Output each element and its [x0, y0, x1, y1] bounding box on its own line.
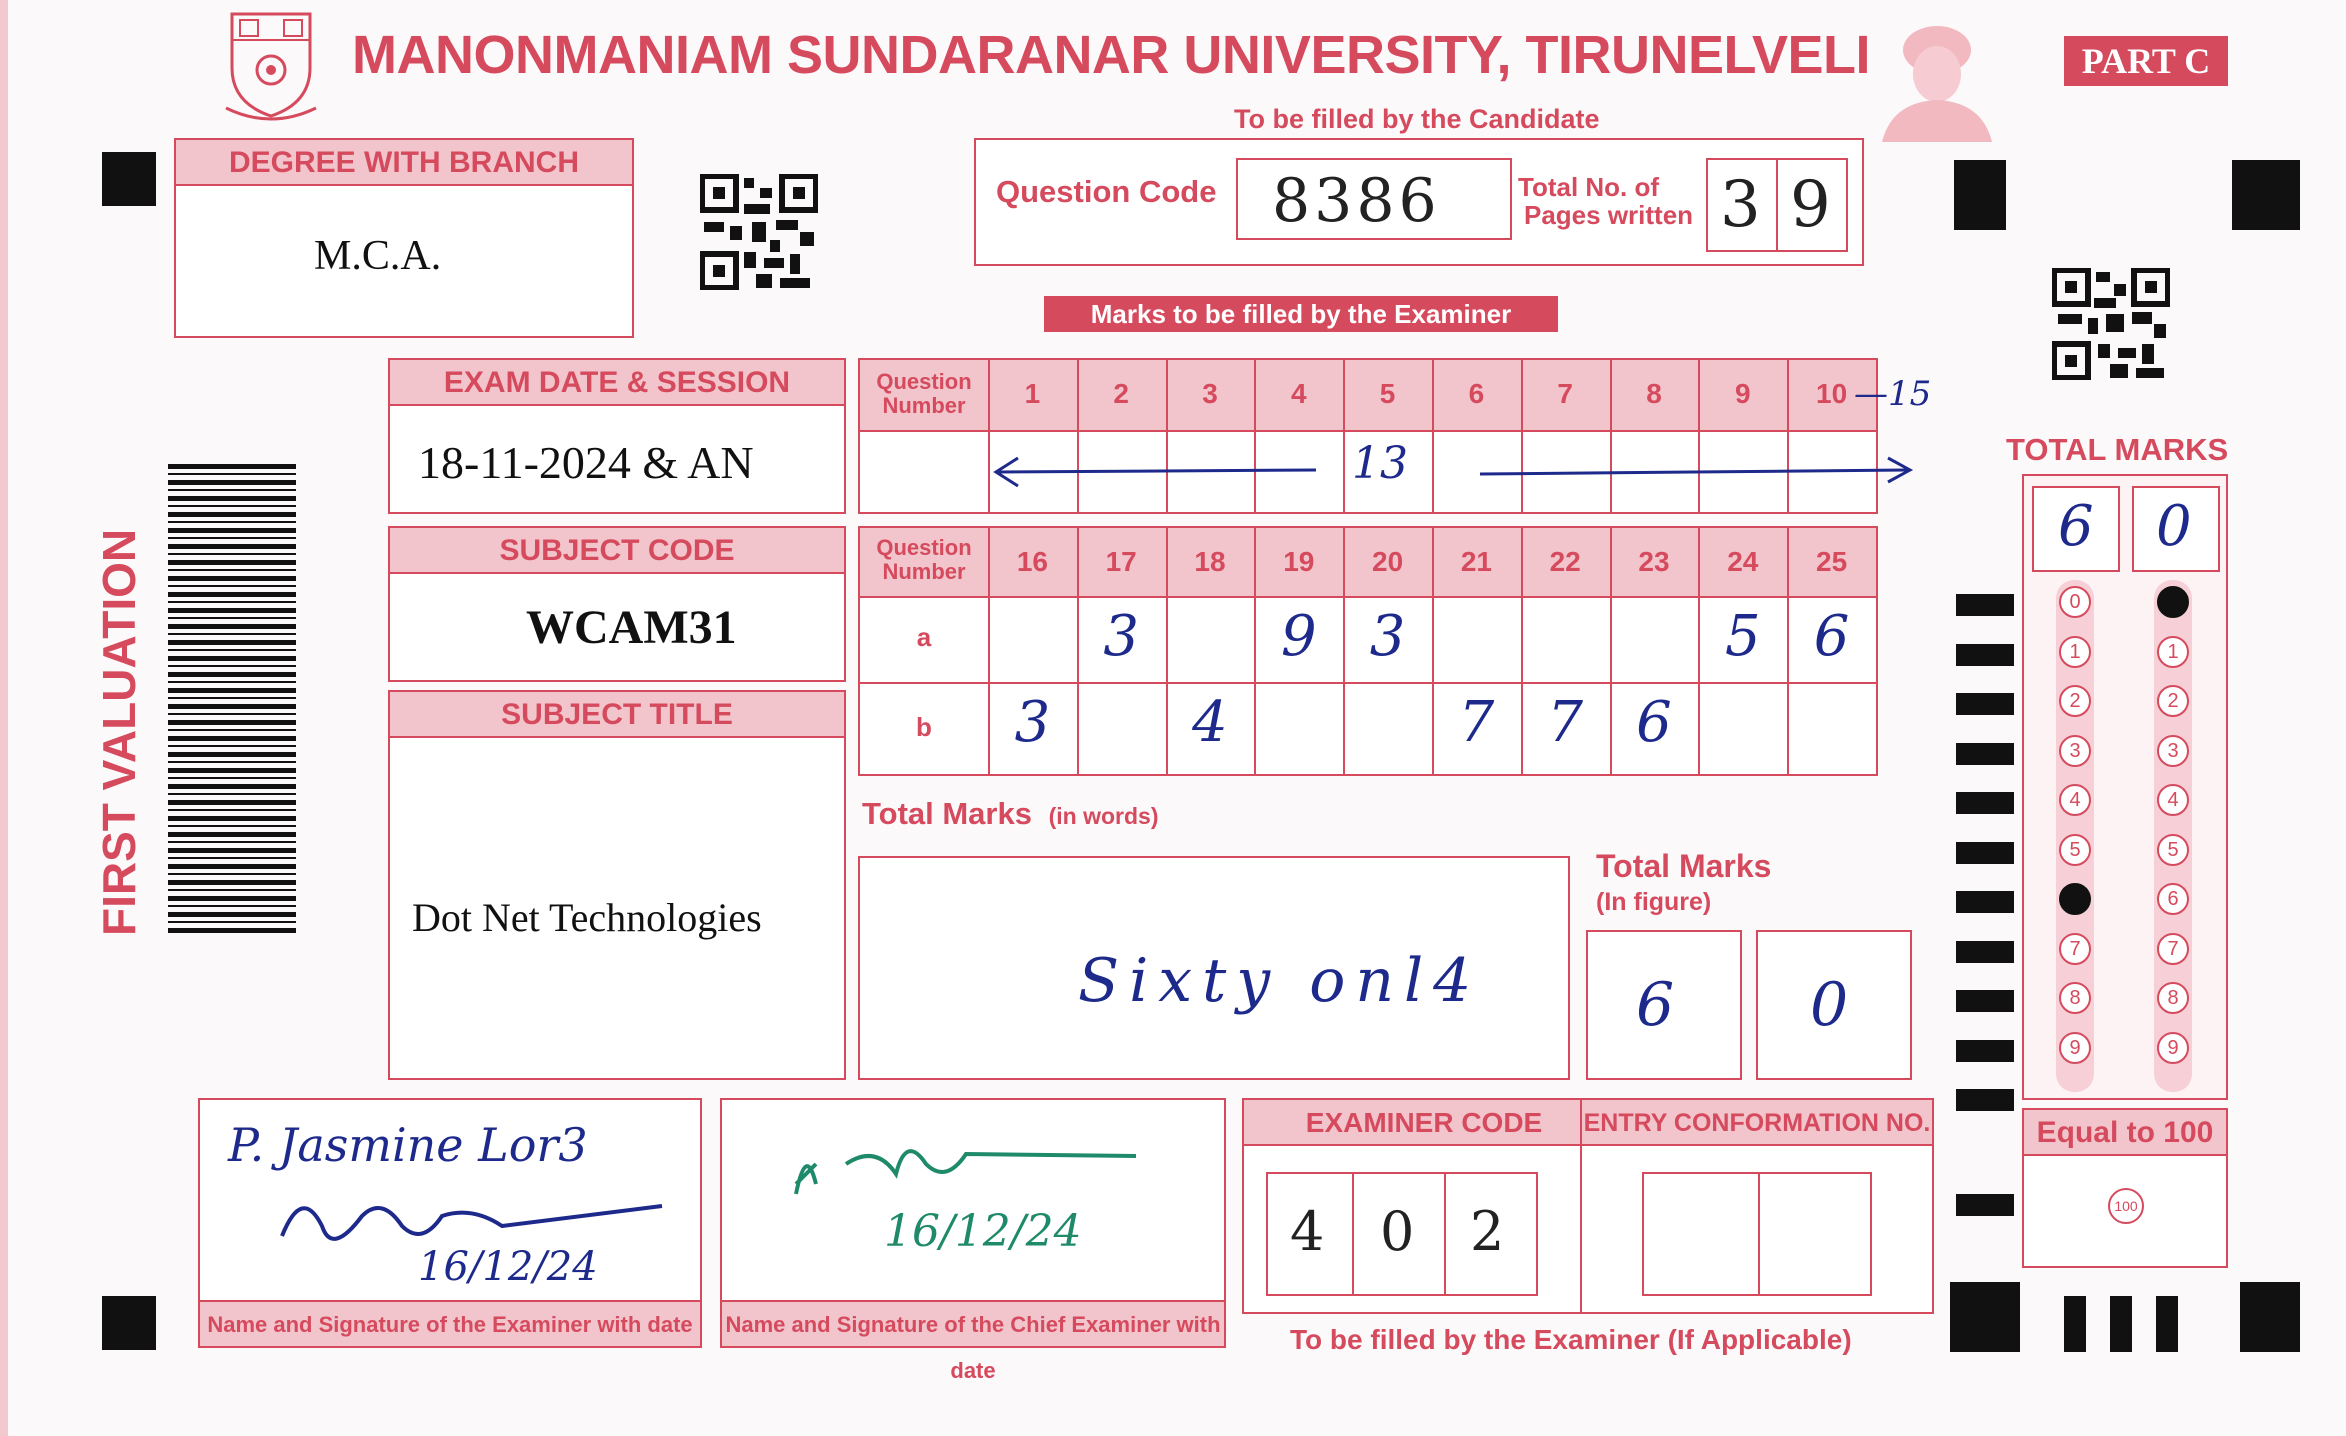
top-range-value: 13 [1352, 438, 1408, 489]
units-bubble[interactable]: 3 [2157, 735, 2189, 767]
question-number: 9 [1735, 378, 1751, 409]
subject-code-value: WCAM31 [526, 601, 737, 654]
tens-bubble[interactable]: 5 [2059, 834, 2091, 866]
question-number: 7 [1557, 378, 1573, 409]
units-bubble[interactable]: 4 [2157, 784, 2189, 816]
timing-mark [1956, 941, 2014, 963]
mark-row-b[interactable]: 4 [1192, 690, 1228, 755]
timing-bar [2156, 1296, 2178, 1352]
subject-title-label: SUBJECT TITLE [390, 692, 844, 738]
tens-bubble[interactable]: 0 [2059, 586, 2091, 618]
examiner-code-digit: 4 [1290, 1200, 1325, 1263]
founder-portrait [1872, 12, 2002, 142]
units-bubble[interactable]: 9 [2157, 1032, 2189, 1064]
subject-title-value: Dot Net Technologies [412, 895, 762, 940]
total-words-label [862, 796, 1159, 832]
timing-bar [2064, 1296, 2086, 1352]
university-title: MANONMANIAM SUNDARANAR UNIVERSITY, TIRUNELVELI [352, 25, 1871, 85]
timing-mark [1956, 891, 2014, 913]
university-logo [222, 8, 320, 124]
units-bubble[interactable]: 8 [2157, 982, 2189, 1014]
units-bubble[interactable]: 6 [2157, 883, 2189, 915]
question-number: 19 [1283, 546, 1315, 577]
units-bubble[interactable]: 7 [2157, 933, 2189, 965]
total-figure-label: Total Marks [1596, 848, 1772, 884]
chief-date: 16/12/24 [884, 1206, 1082, 1257]
degree-label: DEGREE WITH BRANCH [176, 140, 632, 186]
question-number: 8 [1646, 378, 1662, 409]
tens-bubble[interactable]: 2 [2059, 685, 2091, 717]
question-code-value: 8386 [1272, 166, 1441, 236]
timing-mark [1956, 644, 2014, 666]
side-label: FIRST VALUATION [93, 528, 145, 936]
question-number: 2 [1113, 378, 1129, 409]
grid-line [860, 596, 1876, 598]
subject-code-label: SUBJECT CODE [390, 528, 844, 574]
units-bubble[interactable]: 0 [2157, 586, 2189, 618]
entry-field[interactable] [1642, 1172, 1872, 1296]
timing-mark [1956, 594, 2014, 616]
hundred-bubble[interactable]: 100 [2108, 1188, 2144, 1224]
mark-row-a[interactable]: 3 [1103, 604, 1140, 669]
registration-mark [102, 152, 156, 206]
qn-label: Question Number [876, 369, 972, 418]
timing-mark [1956, 1040, 2014, 1062]
chief-signature [786, 1124, 1146, 1204]
question-number: 18 [1194, 546, 1226, 577]
row-a-label: a [916, 622, 932, 652]
left-margin-line [0, 0, 8, 1436]
total-words-title: Total Marks [862, 796, 1032, 831]
question-number: 21 [1460, 546, 1492, 577]
question-number: 16 [1016, 546, 1048, 577]
registration-mark [1954, 160, 2006, 230]
qr-code [700, 174, 818, 290]
entry-divider [1758, 1174, 1760, 1294]
examiner-sig-caption: Name and Signature of the Examiner with date [200, 1300, 700, 1346]
timing-mark [1956, 842, 2014, 864]
tens-bubble[interactable]: 7 [2059, 933, 2091, 965]
grid-line [860, 682, 1876, 684]
timing-mark [1956, 1089, 2014, 1111]
total-marks-label: TOTAL MARKS [2006, 432, 2229, 467]
units-bubble[interactable]: 1 [2157, 636, 2189, 668]
question-number: 25 [1816, 546, 1848, 577]
tens-bubble[interactable]: 3 [2059, 735, 2091, 767]
examiner-banner: Marks to be filled by the Examiner [1044, 296, 1558, 332]
row-b-label: b [916, 712, 932, 742]
qr-code [2052, 268, 2170, 380]
equal-100-label: Equal to 100 [2024, 1110, 2226, 1156]
footer-note: To be filled by the Examiner (If Applicable) [1290, 1324, 1852, 1355]
total-words-value: Sixty onl4 [1078, 946, 1482, 1016]
mark-row-b[interactable]: 7 [1458, 690, 1495, 755]
total-figure-digit: 6 [1636, 970, 1675, 1040]
timing-mark [1956, 693, 2014, 715]
candidate-note: To be filled by the Candidate [1234, 104, 1600, 134]
units-bubble[interactable]: 5 [2157, 834, 2189, 866]
question-number: 3 [1202, 378, 1218, 409]
timing-mark [1956, 743, 2014, 765]
total-marks-digit: 0 [2156, 494, 2192, 559]
subject-title-box [388, 690, 846, 1080]
exam-date-label: EXAM DATE & SESSION [390, 360, 844, 406]
mark-row-b[interactable]: 3 [1014, 690, 1051, 755]
question-number: 22 [1549, 546, 1581, 577]
examiner-code-divider [1352, 1174, 1354, 1294]
qn-label: Question Number [876, 535, 972, 584]
units-bubble[interactable]: 2 [2157, 685, 2189, 717]
top-annotation: —15 [1854, 374, 1932, 414]
tens-bubble[interactable]: 9 [2059, 1032, 2091, 1064]
mark-row-a[interactable]: 5 [1724, 604, 1761, 669]
question-number: 20 [1372, 546, 1404, 577]
pages-digit: 9 [1790, 168, 1831, 242]
question-number: 1 [1024, 378, 1041, 409]
registration-mark [1950, 1282, 2020, 1352]
mark-row-a[interactable]: 9 [1280, 604, 1317, 669]
pages-digit: 3 [1720, 168, 1761, 242]
examiner-code-divider [1444, 1174, 1446, 1294]
question-code-label: Question Code [996, 174, 1217, 209]
tens-bubble[interactable]: 1 [2059, 636, 2091, 668]
mark-row-b[interactable]: 7 [1547, 690, 1584, 755]
registration-mark [102, 1296, 156, 1350]
question-number: 23 [1638, 546, 1670, 577]
timing-mark [1956, 1194, 2014, 1216]
chief-sig-caption: Name and Signature of the Chief Examiner with date [722, 1300, 1224, 1346]
examiner-code-digit: 0 [1380, 1200, 1415, 1263]
examiner-date: 16/12/24 [418, 1244, 598, 1290]
examiner-name: P. Jasmine Lor3 [228, 1118, 588, 1172]
total-words-sub: (in words) [1048, 803, 1159, 829]
exam-date-value: 18-11-2024 & AN [418, 437, 754, 488]
part-badge: PART C [2064, 36, 2228, 86]
tens-bubble[interactable]: 4 [2059, 784, 2091, 816]
total-marks-digit: 6 [2058, 494, 2094, 559]
mark-row-a[interactable]: 3 [1369, 604, 1406, 669]
question-number: 5 [1379, 378, 1396, 409]
tens-bubble[interactable]: 8 [2059, 982, 2091, 1014]
timing-bar [2110, 1296, 2132, 1352]
mark-row-b[interactable]: 6 [1636, 690, 1672, 755]
total-figure-digit: 0 [1810, 970, 1849, 1040]
registration-mark [2232, 160, 2300, 230]
examiner-code-label: EXAMINER CODE [1244, 1100, 1604, 1146]
tens-bubble[interactable]: 6 [2059, 883, 2091, 915]
registration-mark [2240, 1282, 2300, 1352]
timing-mark [1956, 990, 2014, 1012]
question-number: 17 [1105, 546, 1137, 577]
degree-value: M.C.A. [314, 233, 442, 279]
examiner-code-digit: 2 [1470, 1200, 1505, 1263]
question-number: 24 [1727, 546, 1759, 577]
mark-row-a[interactable]: 6 [1813, 604, 1850, 669]
question-number: 6 [1468, 378, 1485, 409]
barcode [168, 464, 296, 934]
top-range-arrow [990, 446, 1920, 496]
entry-label: ENTRY CONFORMATION NO. [1582, 1100, 1932, 1146]
question-number: 4 [1291, 378, 1307, 409]
question-number: 10 [1816, 378, 1848, 409]
pages-label-line2: Pages written [1524, 200, 1694, 230]
timing-mark [1956, 792, 2014, 814]
pages-divider [1776, 160, 1778, 250]
total-figure-sub: (In figure) [1596, 888, 1712, 916]
pages-label-line1: Total No. of [1518, 172, 1660, 202]
